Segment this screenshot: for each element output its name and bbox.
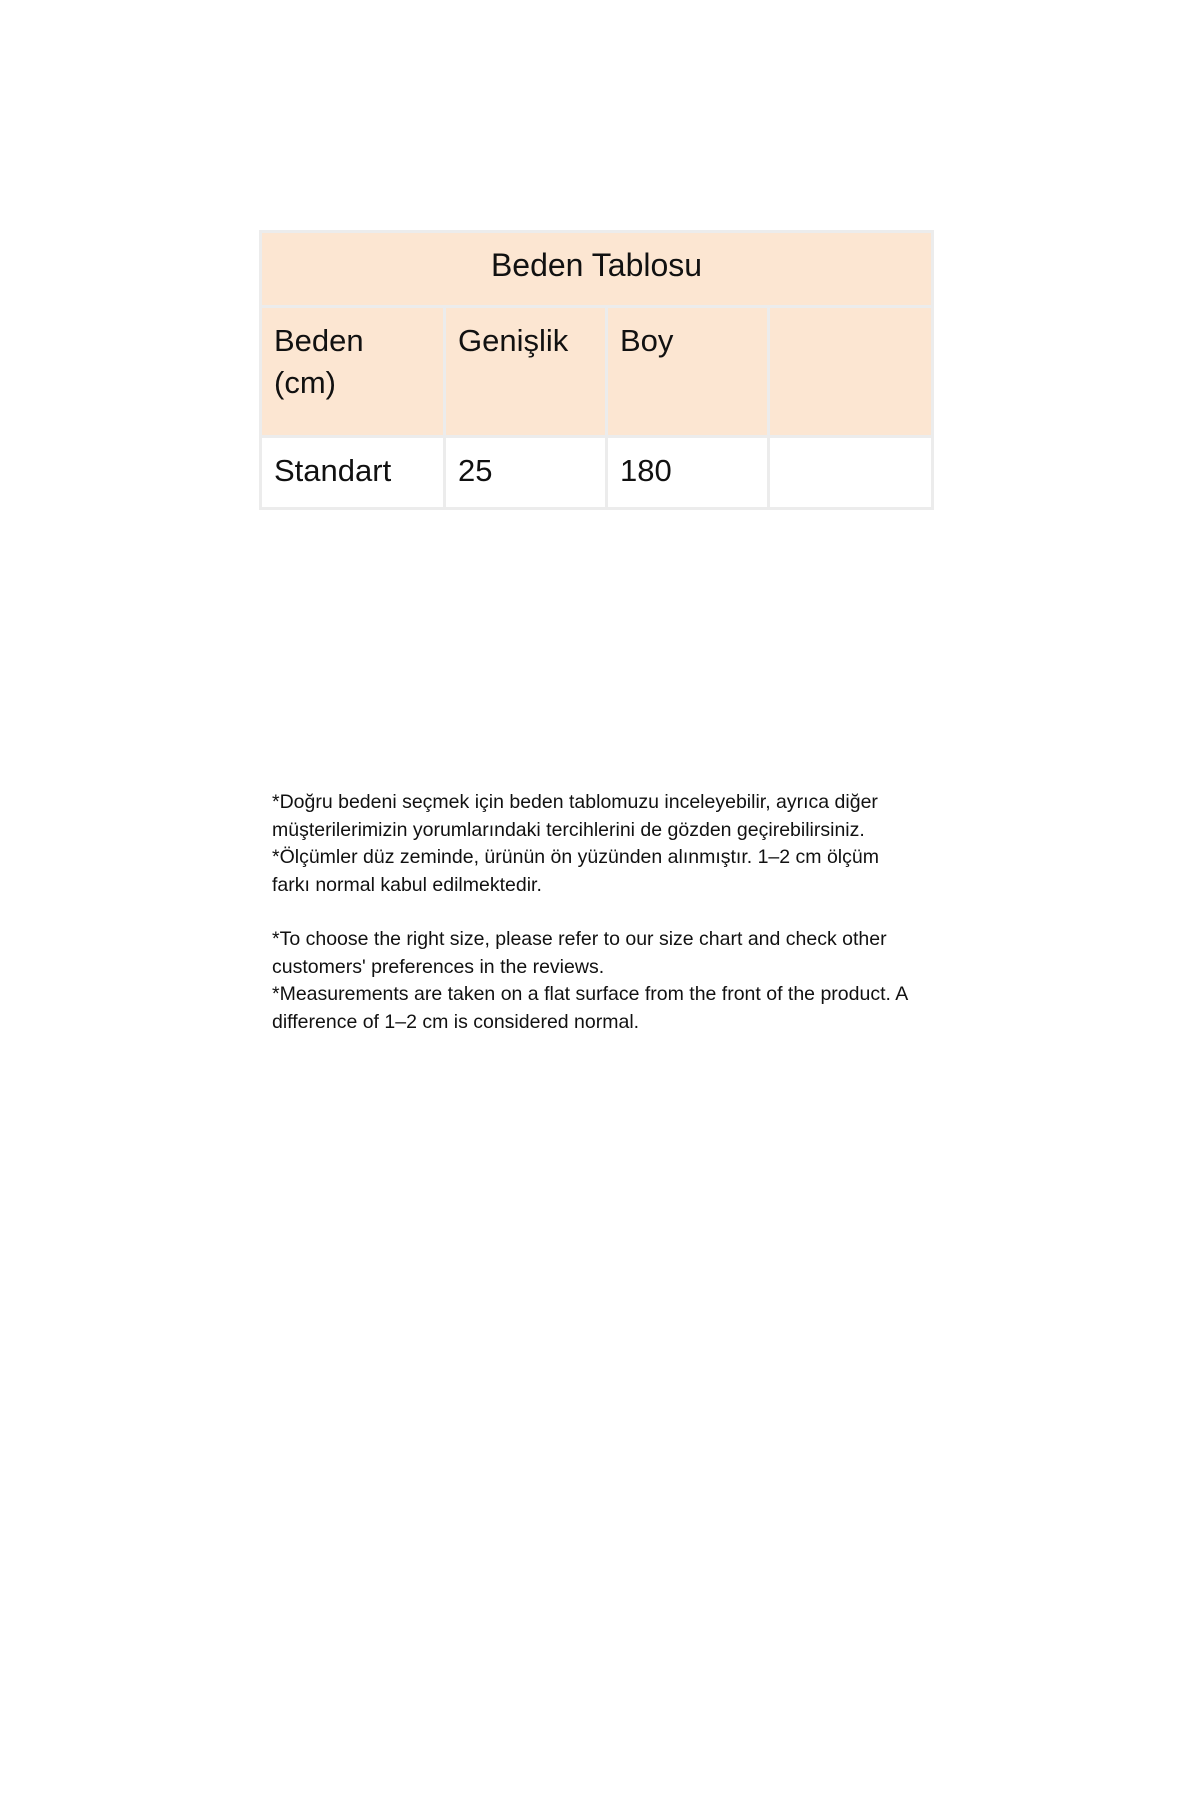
note-tr-measurement: *Ölçümler düz zeminde, ürünün ön yüzünden alınmıştır. 1–2 cm ölçüm farkı normal kabul edilmektedir. bbox=[272, 846, 879, 896]
cell-length: 180 bbox=[607, 437, 769, 509]
table-title-row bbox=[261, 232, 933, 307]
note-tr-size-advice: *Doğru bedeni seçmek için beden tablomuzu inceleyebilir, ayrıca diğer müşterilerimizin yorumlarındaki tercihlerini de gözden geçirebilirsiniz. bbox=[272, 791, 878, 841]
table-header-row bbox=[261, 307, 933, 437]
table-title: Beden Tablosu bbox=[261, 232, 933, 307]
column-header-length: Boy bbox=[607, 307, 769, 437]
table-row bbox=[261, 437, 933, 509]
size-notes bbox=[272, 789, 912, 1036]
note-en-size-advice: *To choose the right size, please refer to our size chart and check other customers' preferences in the reviews. bbox=[272, 928, 887, 978]
cell-size: Standart bbox=[261, 437, 445, 509]
column-header-width: Genişlik bbox=[445, 307, 607, 437]
size-chart-table bbox=[259, 230, 934, 510]
cell-width: 25 bbox=[445, 437, 607, 509]
note-en-measurement: *Measurements are taken on a flat surface from the front of the product. A difference of 1–2 cm is considered normal. bbox=[272, 983, 908, 1033]
cell-empty bbox=[769, 437, 933, 509]
column-header-empty bbox=[769, 307, 933, 437]
column-header-size: Beden (cm) bbox=[261, 307, 445, 437]
notes-spacer bbox=[272, 899, 912, 926]
